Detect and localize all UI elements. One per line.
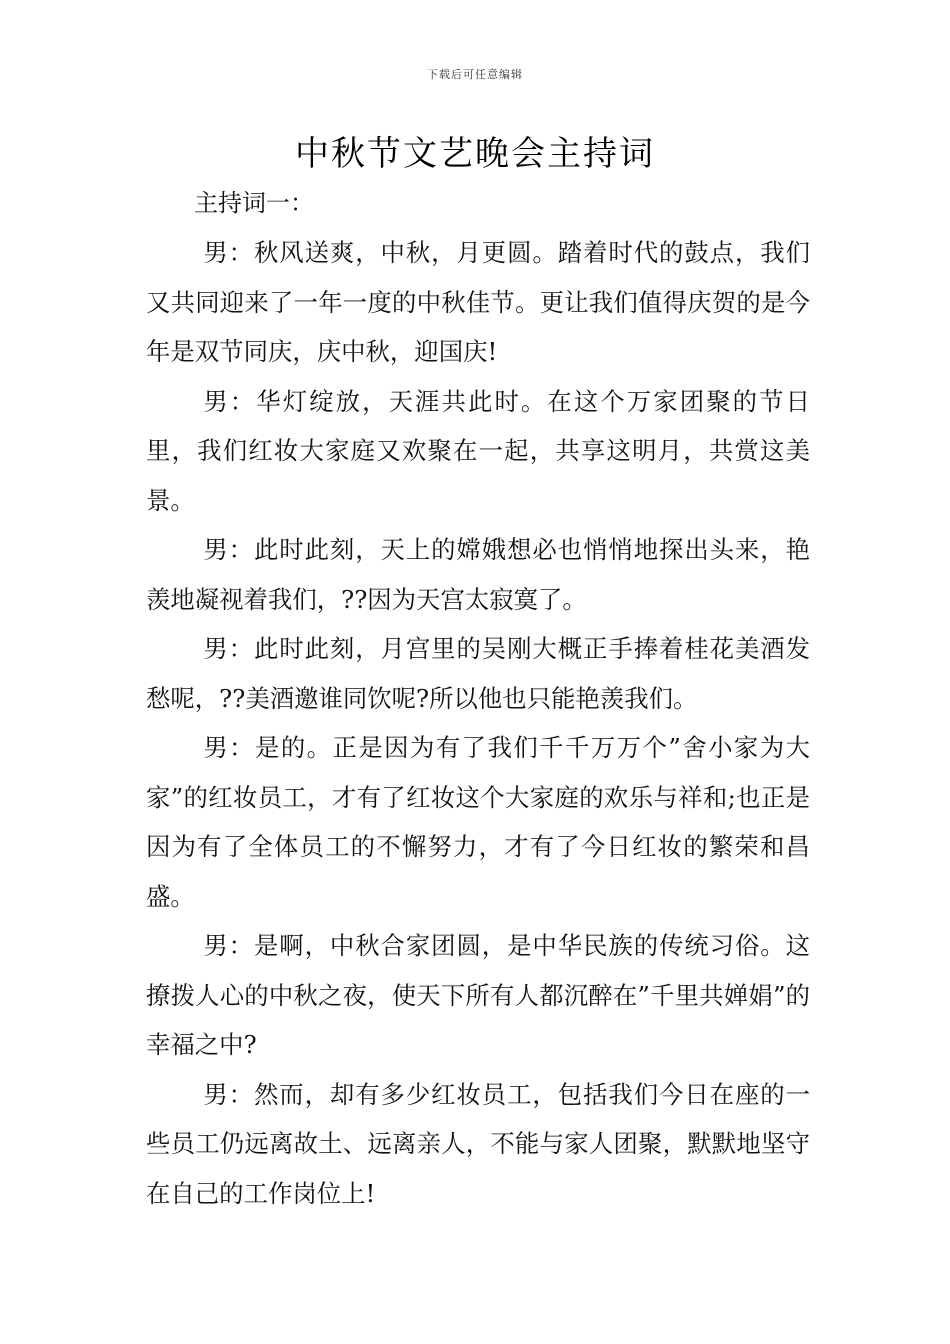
paragraph-4: 男：此时此刻，月宫里的吴刚大概正手捧着桂花美酒发愁呢，??美酒邀谁同饮呢?所以他也只能艳羡我们。 <box>146 634 810 713</box>
paragraph-2: 男：华灯绽放，天涯共此时。在这个万家团聚的节日里，我们红妆大家庭又欢聚在一起，共享这明月，共赏这美景。 <box>146 386 810 515</box>
paragraph-1: 男：秋风送爽，中秋，月更圆。踏着时代的鼓点，我们又共同迎来了一年一度的中秋佳节。更让我们值得庆贺的是今年是双节同庆，庆中秋，迎国庆! <box>146 238 810 366</box>
document-title: 中秋节文艺晚会主持词 <box>295 134 655 174</box>
header-note: 下载后可任意编辑 <box>427 68 523 81</box>
paragraph-5: 男：是的。正是因为有了我们千千万万个”舍小家为大家”的红妆员工，才有了红妆这个大家庭的欢乐与祥和;也正是因为有了全体员工的不懈努力，才有了今日红妆的繁荣和昌盛。 <box>146 733 810 911</box>
document-body <box>146 178 810 1218</box>
paragraph-7: 男：然而，却有多少红妆员工，包括我们今日在座的一些员工仍远离故土、远离亲人，不能与家人团聚，默默地坚守在自己的工作岗位上! <box>146 1079 810 1208</box>
paragraph-3: 男：此时此刻，天上的嫦娥想必也悄悄地探出头来，艳羡地凝视着我们，??因为天宫太寂寞了。 <box>146 535 810 614</box>
paragraph-6: 男：是啊，中秋合家团圆，是中华民族的传统习俗。这撩拨人心的中秋之夜，使天下所有人都沉醉在”千里共婵娟”的幸福之中? <box>146 931 810 1059</box>
section-subheading: 主持词一： <box>194 189 314 217</box>
